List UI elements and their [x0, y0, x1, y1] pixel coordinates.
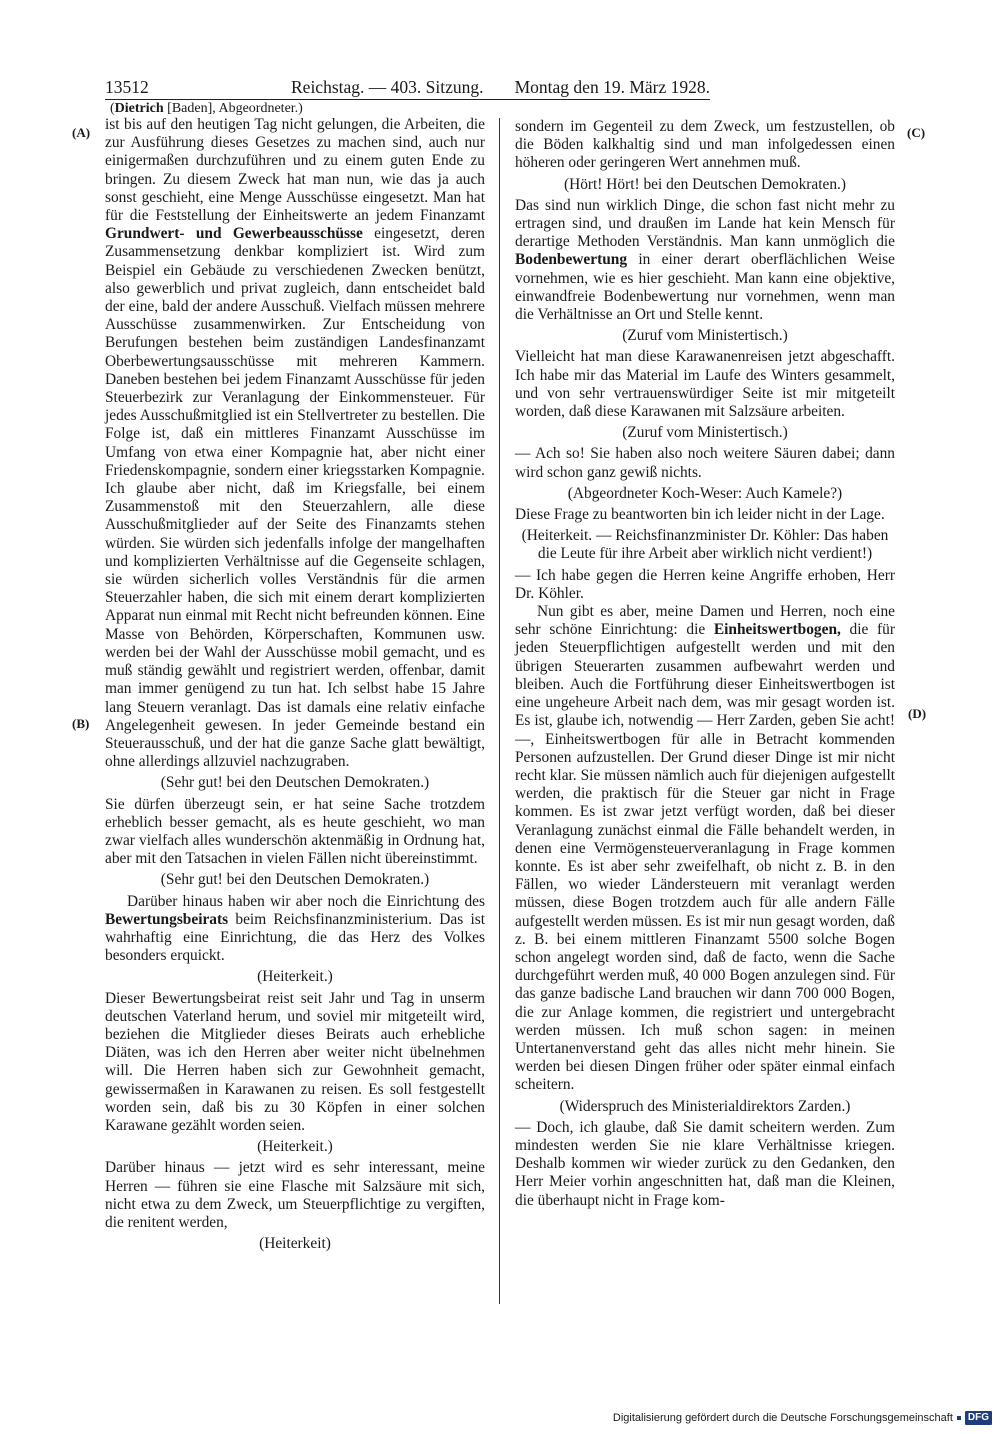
bold-term: Bewertungsbeirats: [105, 910, 229, 928]
margin-marker-d: (D): [908, 706, 927, 721]
paragraph: — Ach so! Sie haben also noch weitere Säuren dabei; dann wird schon ganz gewiß nichts.: [515, 445, 895, 481]
session-date: Montag den 19. März 1928.: [514, 77, 710, 97]
speaker-name: Dietrich: [114, 101, 164, 116]
credit-text: Digitalisierung gefördert durch die Deutsche Forschungsgemeinschaft: [612, 1412, 953, 1424]
paragraph: Darüber hinaus — jetzt wird es sehr interessant, meine Herren — führen sie eine Flasche mit Salzsäure mit sich, nicht etwa zu dem Zweck, um Steuerpflichtige zu vergiften, die renitent werden,: [105, 1159, 485, 1231]
column-divider: [499, 118, 500, 1304]
remark: (Widerspruch des Ministerialdirektors Zarden.): [559, 1097, 851, 1115]
paragraph: [105, 893, 485, 966]
remark: (Abgeordneter Koch-Weser: Auch Kamele?): [567, 484, 843, 502]
remark: (Sehr gut! bei den Deutschen Demokraten.): [160, 774, 430, 792]
remark: (Zuruf vom Ministertisch.): [622, 327, 788, 345]
remark: (Sehr gut! bei den Deutschen Demokraten.): [160, 871, 430, 889]
paragraph: [515, 197, 895, 324]
bold-term: Einheitswertbogen,: [713, 621, 841, 639]
bold-term: Bodenbewertung: [515, 251, 628, 269]
paragraph: Vielleicht hat man diese Karawanenreisen jetzt abgeschafft. Ich habe mir das Material im Laufe des Winters gesammelt, und von sehr vertrauenswürdiger Seite ist mir mitgeteilt worden, daß diese Karawanen mit Salzsäure arbeiten.: [515, 348, 895, 421]
separator-dot-icon: [957, 1416, 961, 1420]
session-title: Reichstag. — 403. Sitzung.: [291, 77, 484, 97]
right-column: [515, 118, 895, 1210]
paragraph-text: ist bis auf den heutigen Tag nicht gelungen, die Arbeiten, die zur Ausführung dieses Gesetzes zu machen sind, auch nur einigermaßen durchzuführen und zu einem guten Ende zu bringen. Zu diesem Zweck hat man nun, wie das ja auch sonst geschieht, eine Menge Ausschüsse eingesetzt. Man hat für die Feststellung der Einheitswerte an jedem Finanzamt: [105, 116, 485, 225]
paragraph-text: die für jeden Steuerpflichtigen aufgestellt werden und mit den übrigen Steuerarten zusammen aufbewahrt werden und bleiben. Auch die Fortführung dieser Einheitswertbogen ist eine ungeheure Arbeit nach dem, was mir gesagt worden ist. Es ist, glaube ich, notwendig — Herr Zarden, geben Sie acht! —, Einheitswertbogen für alle in Betracht kommenden Personen aufzustellen. Der Grund dieser Dinge ist mir nicht recht klar. Sie müssen nämlich auch für diejenigen aufgestellt werden, die praktisch für die Steuer gar nicht in Frage kommen. Es ist zwar jetzt verfügt worden, daß bei dieser Veranlagung zunächst einmal die Fälle behandelt werden, in denen eine Vermögensteuerveranlagung in Frage kommen konnte. Es ist aber sehr zweifelhaft, ob nicht z. B. in den Fällen, wo wieder Ländersteuern mit veranlagt werden müssen, diese Bogen trotzdem auch für alle andern Fälle aufgestellt werden müssen. Es ist mir nun gesagt worden, daß z. B. bei einem mittleren Finanzamt 5500 solche Bogen schon angelegt worden sind, daß de facto, wenn die Sache durchgeführt werden muß, 40 000 Bogen anzulegen sind. Für das ganze badische Land brauchen wir dann 700 000 Bogen, die zur Anlage kommen, die registriert und untergebracht werden müssen. Ich muß schon sagen: in meinen Untertanenverstand geht das alles nicht mehr hinein. Sie werden bei diesen Dingen früher oder später einmal einfach scheitern.: [515, 621, 895, 1094]
remark: (Hört! Hört! bei den Deutschen Demokraten.): [563, 175, 847, 193]
paragraph: sondern im Gegenteil zu dem Zweck, um festzustellen, ob die Böden kalkhaltig sind und man infolgedessen einen höheren oder geringeren Wert annehmen muß.: [515, 118, 895, 172]
page-number: 13512: [105, 77, 149, 97]
paragraph-text: beim Reichsfinanzministerium. Das ist wahrhaftig eine Einrichtung, die das Herz des Volkes besonders erquickt.: [105, 910, 485, 965]
paragraph-text: Darüber hinaus haben wir aber noch die Einrichtung des: [127, 892, 485, 910]
paragraph: [515, 603, 895, 1094]
paragraph: Dieser Bewertungsbeirat reist seit Jahr und Tag in unserm deutschen Vaterland herum, und soviel mir mitgeteilt wird, beziehen die Mitglieder dieses Beirats auch erhebliche Diäten, was ich den Herren aber weiter nicht übelnehmen will. Die Herren haben sich zur Gewohnheit gemacht, gewissermaßen in Karawanen zu reisen. Es soll festgestellt worden sein, daß bis zu 30 Köpfen in einer solchen Karawane gezählt worden seien.: [105, 989, 485, 1134]
margin-marker-c: (C): [907, 125, 926, 140]
paragraph-text: Nun gibt es aber, meine Damen und Herren, noch eine sehr schöne Einrichtung: die: [515, 603, 895, 639]
remark: (Heiterkeit.): [257, 968, 333, 986]
remark: (Heiterkeit.): [257, 1138, 333, 1156]
speaker-detail: [Baden], Abgeordneter.): [167, 101, 303, 116]
paragraph: Diese Frage zu beantworten bin ich leider nicht in der Lage.: [515, 506, 885, 524]
paragraph-text: eingesetzt, deren Zusammensetzung denkbar kompliziert ist. Wird zum Beispiel ein Gebäude zu verschiedenen Zwecken benützt, also gewerblich und privat zugleich, dann entscheidet bald der eine, bald der andere Ausschuß. Vielfach müssen mehrere Ausschüsse zusammenwirken. Zur Entscheidung von Berufungen bestehen beim zuständigen Landesfinanzamt Oberbewertungsausschüsse mit mehreren Kammern. Daneben bestehen bei jedem Finanzamt Ausschüsse für jeden Steuerbezirk zur Veranlagung der Einkommensteuer. Für jedes Ausschußmitglied ist ein Stellvertreter zu bestellen. Die Folge ist, daß ein mittleres Finanzamt Ausschüsse im Umfang von etwa einer Kompagnie hat, aber nicht einer Friedenskompagnie, sondern einer kriegsstarken Kompagnie. Ich glaube aber nicht, daß im Kriegsfalle, bei einem Zusammenstoß mit den Steuerzahlern, alle diese Ausschußmitglieder auf der Seite des Finanzamts stehen würden. Sie würden sich jedenfalls infolge der mangelhaften und komplizierten Verhältnisse auf die Gegenseite schlagen, sie würden sicherlich volles Verständnis für die armen Steuerzahler haben, die sich mit einem derart komplizierten Apparat nun einmal mit Recht nicht befreunden können. Eine Masse von Behörden, Körperschaften, Kommunen usw. werden bei der Wahl der Ausschüsse mobil gemacht, und es muß ständig gewählt und registriert werden, offenbar, damit man immer genügend zu tun hat. Ich selbst habe 15 Jahre lang Steuern veranlagt. Das ist damals eine relativ einfache Angelegenheit gewesen. In jeder Gemeinde bestand ein Steuerausschuß, und der hat die ganze Sache glatt bewältigt, ohne allerdings allzuviel nachzugraben.: [105, 225, 485, 771]
bold-term: Grundwert- und Gewerbeausschüsse: [105, 225, 363, 243]
paragraph: Sie dürfen überzeugt sein, er hat seine Sache trotzdem erheblich besser gemacht, als es heute geschieht, wo man zwar vielfach alles wunderschön aktenmäßig in Ordnung hat, aber mit den Tatsachen in vielen Fällen nicht übereinstimmt.: [105, 795, 485, 868]
paragraph: [105, 116, 485, 771]
remark: (Heiterkeit): [259, 1235, 331, 1253]
remark: (Zuruf vom Ministertisch.): [622, 424, 788, 442]
paragraph: — Doch, ich glaube, daß Sie damit scheitern werden. Zum mindesten werden Sie nie klare Verhältnisse kriegen. Deshalb kommen wir wieder zurück zu den Gedanken, den Herr Meier vorhin angeschnitten hat, daß man die Kleinen, die überhaupt nicht in Frage kom-: [515, 1118, 895, 1209]
remark: (Heiterkeit. — Reichsfinanzminister Dr. Köhler: Das haben die Leute für ihre Arbeit aber wirklich nicht verdient!): [521, 527, 889, 563]
paragraph: — Ich habe gegen die Herren keine Angriffe erhoben, Herr Dr. Köhler.: [515, 566, 895, 602]
paragraph-text: Das sind nun wirklich Dinge, die schon fast nicht mehr zu ertragen sind, und draußen im Lande hat kein Mensch für derartige Methoden Verständnis. Man kann unmöglich die: [515, 196, 895, 251]
margin-marker-b: (B): [72, 716, 90, 731]
digitization-credit: [613, 1410, 992, 1426]
margin-marker-a: (A): [72, 125, 91, 140]
speaker-open-paren: (: [110, 101, 115, 116]
dfg-logo: DFG: [965, 1411, 992, 1425]
speaker-line: [110, 101, 303, 117]
page-header: [105, 75, 710, 99]
header-rule: [105, 99, 710, 100]
left-column: [105, 116, 485, 1256]
paragraph-text: in einer derart oberflächlichen Weise vornehmen, wie es hier geschieht. Man kann eine objektive, einwandfreie Bodenbewertung nur vornehmen, wenn man die Verhältnisse an Ort und Stelle kennt.: [515, 251, 895, 324]
